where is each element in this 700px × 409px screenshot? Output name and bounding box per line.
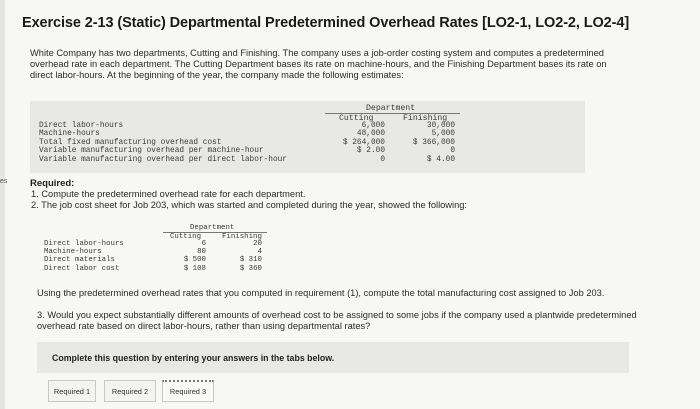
estimates-finishing-header: Finishing bbox=[403, 114, 448, 123]
estimates-row-label: Total fixed manufacturing overhead cost bbox=[39, 138, 222, 147]
job-cutting-value: $ 500 bbox=[183, 256, 206, 265]
exercise-title: Exercise 2-13 (Static) Departmental Predetermined Overhead Rates [LO2-1, LO2-2, LO2-4] bbox=[22, 15, 630, 31]
estimates-cutting-value: 6,000 bbox=[361, 122, 385, 130]
job-row-label: Machine-hours bbox=[44, 248, 102, 257]
estimates-finishing-value: $ 366,000 bbox=[412, 138, 455, 147]
estimates-finishing-column bbox=[392, 122, 455, 164]
job-cutting-column bbox=[163, 240, 206, 273]
job-row-label: Direct materials bbox=[44, 256, 115, 265]
requirement-2-continuation: Using the predetermined overhead rates that you computed in requirement (1), compute the total manufacturing cost assigned to Job 203. bbox=[37, 288, 605, 298]
estimates-row-label: Variable manufacturing overhead per direct labor-hour bbox=[39, 155, 287, 164]
job-finishing-column bbox=[222, 240, 262, 273]
estimates-row-label: Direct labor-hours bbox=[39, 122, 124, 130]
job-cutting-value: $ 108 bbox=[183, 264, 206, 273]
estimates-department-header: Department bbox=[366, 104, 416, 113]
job-row-label: Direct labor cost bbox=[44, 264, 120, 273]
requirement-3-text: 3. Would you expect substantially different amounts of overhead cost to be assigned to some jobs if the company used a plantwide predetermined overhead rate based on direct labor-hours, rather than using departmental rates? bbox=[37, 310, 637, 331]
job-finishing-value: 4 bbox=[257, 248, 262, 257]
estimates-row-label: Machine-hours bbox=[39, 130, 100, 139]
estimates-row-labels bbox=[39, 122, 287, 164]
job-cutting-header: Cutting bbox=[170, 233, 202, 241]
requirement-1-text: 1. Compute the predetermined overhead rate for each department. bbox=[31, 189, 306, 199]
intro-paragraph: White Company has two departments, Cutting and Finishing. The company uses a job-order costing system and computes a predetermined overhead rate in each department. The Cutting Department bases its rate on machine-hours, and the Finishing Department bases its rate on direct labor-hours. At the beginning of the year, the company made the following estimates: bbox=[30, 48, 607, 81]
estimates-finishing-value: $ 4.00 bbox=[426, 155, 455, 164]
estimates-cutting-value: $ 2.00 bbox=[356, 147, 385, 156]
job-finishing-header: Finishing bbox=[222, 233, 262, 241]
job-cutting-value: 80 bbox=[197, 248, 206, 257]
answer-instruction-text: Complete this question by entering your answers in the tabs below. bbox=[52, 353, 335, 363]
estimates-finishing-value: 5,000 bbox=[431, 130, 455, 139]
estimates-finishing-value: 30,000 bbox=[426, 122, 455, 130]
tab-required-2[interactable]: Required 2 bbox=[104, 380, 156, 402]
required-heading: Required: bbox=[30, 178, 75, 189]
estimates-cutting-value: $ 264,000 bbox=[342, 138, 385, 147]
estimates-cutting-value: 0 bbox=[380, 155, 385, 164]
job-finishing-value: 20 bbox=[253, 240, 262, 248]
tab-required-3[interactable]: Required 3 bbox=[162, 380, 214, 402]
estimates-row-label: Variable manufacturing overhead per machine-hour bbox=[39, 147, 264, 156]
left-edge-strip bbox=[0, 0, 8, 409]
job-cutting-value: 6 bbox=[201, 240, 206, 248]
job-row-labels bbox=[44, 240, 124, 273]
estimates-cutting-value: 48,000 bbox=[356, 130, 385, 139]
job-row-label: Direct labor-hours bbox=[44, 240, 124, 248]
job-department-header: Department bbox=[190, 224, 235, 232]
estimates-cutting-column bbox=[325, 122, 385, 164]
job-finishing-value: $ 360 bbox=[239, 264, 262, 273]
estimates-finishing-value: 0 bbox=[450, 147, 455, 156]
estimates-cutting-header: Cutting bbox=[339, 114, 374, 123]
tab-required-1[interactable]: Required 1 bbox=[48, 380, 96, 402]
job-finishing-value: $ 310 bbox=[239, 256, 262, 265]
requirement-2-text: 2. The job cost sheet for Job 203, which was started and completed during the year, showed the following: bbox=[31, 200, 468, 210]
edge-label: es bbox=[0, 178, 8, 185]
